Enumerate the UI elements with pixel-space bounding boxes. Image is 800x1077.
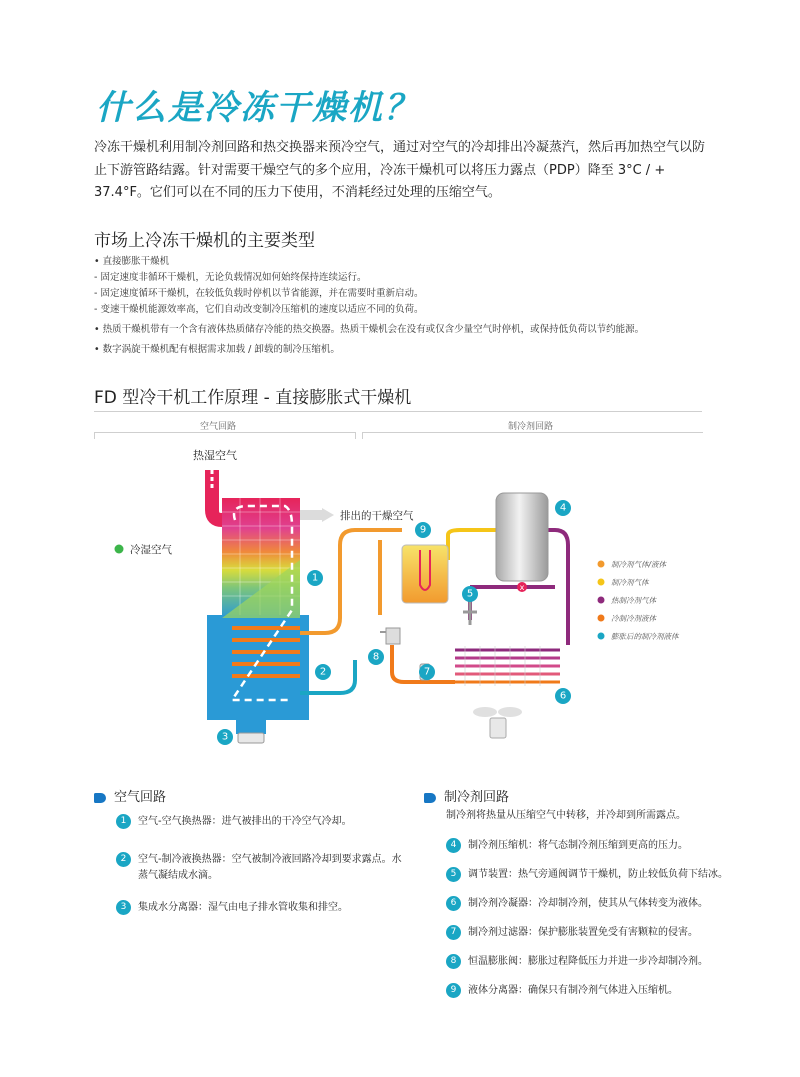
air-refrigerant-exchanger (207, 615, 309, 720)
regulating-valve (463, 600, 477, 625)
svg-text:x: x (519, 583, 525, 592)
svg-text:8: 8 (372, 651, 380, 663)
compressor-line (448, 530, 496, 560)
intro-paragraph: 冷冻干燥机利用制冷剂回路和热交换器来预冷空气，通过对空气的冷却排出冷凝蒸汽，然后再加热空气以防止下游管路结露。针对需要干燥空气的多个应用，冷冻干燥机可以将压力露点（PDP）降至 3°C / + 37.4°F。它们可以在不同的压力下使用，不消耗经过处理的压缩空气。 (94, 140, 706, 200)
air-circuit-heading: 空气回路 (94, 786, 166, 805)
types-item: - 变速干燥机能源效率高，它们自动改变制冷压缩机的速度以适应不同的负荷。 (94, 304, 424, 315)
dryer-diagram (0, 440, 800, 760)
list-item: 5 调节装置：热气旁通阀调节干燥机，防止较低负荷下结冰。 (446, 867, 766, 896)
air-circuit-list (116, 814, 406, 930)
list-item: 8 恒温膨胀阀：膨胀过程降低压力并进一步冷却制冷剂。 (446, 954, 766, 983)
svg-text:制冷剂气体/液体: 制冷剂气体/液体 (611, 560, 667, 569)
types-list (94, 254, 734, 358)
types-heading: 市场上冷冻干燥机的主要类型 (94, 231, 315, 251)
list-item: 9 液体分离器：确保只有制冷剂气体进入压缩机。 (446, 983, 766, 1012)
list-item: 1 空气-空气换热器：进气被排出的干冷空气冷却。 (116, 814, 406, 844)
list-item: 4 制冷剂压缩机：将气态制冷剂压缩到更高的压力。 (446, 838, 766, 867)
diagram-heading: FD 型冷干机工作原理 - 直接膨胀式干燥机 (94, 388, 412, 408)
ref-section-label: 制冷剂回路 (508, 422, 554, 432)
svg-text:制冷剂气体: 制冷剂气体 (611, 578, 649, 587)
svg-text:5: 5 (466, 588, 474, 600)
refrigerant-condenser (455, 650, 560, 682)
list-item: 3 集成水分离器：湿气由电子排水管收集和排空。 (116, 900, 406, 930)
svg-text:9: 9 (419, 524, 427, 536)
svg-text:4: 4 (559, 502, 567, 514)
types-item: - 固定速度循环干燥机，在较低负载时停机以节省能源，并在需要时重新启动。 (94, 288, 424, 299)
svg-text:2: 2 (319, 666, 327, 678)
section-marker-icon (94, 793, 106, 803)
condenser-fan (473, 707, 522, 738)
dry-air-out-label: 排出的干燥空气 (340, 510, 414, 522)
divider (94, 411, 702, 412)
types-item: • 数字涡旋干燥机配有根据需求加载 / 卸载的制冷压缩机。 (94, 344, 340, 355)
ref-bracket (362, 432, 703, 439)
air-bracket (94, 432, 356, 439)
svg-text:3: 3 (221, 731, 229, 743)
svg-text:6: 6 (559, 690, 567, 702)
types-item: • 直接膨胀干燥机 (94, 256, 170, 267)
svg-text:热制冷剂气体: 热制冷剂气体 (611, 596, 656, 605)
list-item: 7 制冷剂过滤器：保护膨胀装置免受有害颗粒的侵害。 (446, 925, 766, 954)
liquid-separator (402, 545, 448, 603)
cold-humid-air-dot (115, 545, 124, 554)
air-section-label: 空气回路 (200, 422, 237, 432)
svg-text:1: 1 (311, 572, 319, 584)
cold-humid-air-label: 冷湿空气 (130, 544, 172, 556)
expansion-valve (386, 628, 400, 644)
legend (598, 560, 680, 641)
ref-circuit-heading: 制冷剂回路 (424, 786, 509, 805)
ref-circuit-list (446, 838, 766, 1012)
svg-text:7: 7 (423, 666, 431, 678)
section-marker-icon (424, 793, 436, 803)
svg-text:冷制冷剂液体: 冷制冷剂液体 (611, 614, 656, 623)
ref-circuit-intro: 制冷剂将热量从压缩空气中转移，并冷却到所需露点。 (446, 810, 686, 821)
refrigerant-compressor (496, 493, 548, 581)
list-item: 2 空气-制冷液换热器：空气被制冷液回路冷却到要求露点。水蒸气凝结成水滴。 (116, 852, 406, 900)
list-item: 6 制冷剂冷凝器：冷却制冷剂，使其从气体转变为液体。 (446, 896, 766, 925)
water-separator (236, 720, 266, 734)
types-item: - 固定速度非循环干燥机，无论负载情况如何始终保持连续运行。 (94, 272, 367, 283)
page-title: 什么是冷冻干燥机？ (96, 88, 420, 128)
types-item: • 热质干燥机带有一个含有液体热质储存冷能的热交换器。热质干燥机会在没有或仅含少量空气时停机，或保持低负荷以节约能源。 (94, 324, 645, 335)
hot-humid-air-label: 热湿空气 (193, 449, 237, 462)
svg-text:膨胀后的制冷剂液体: 膨胀后的制冷剂液体 (611, 632, 679, 641)
